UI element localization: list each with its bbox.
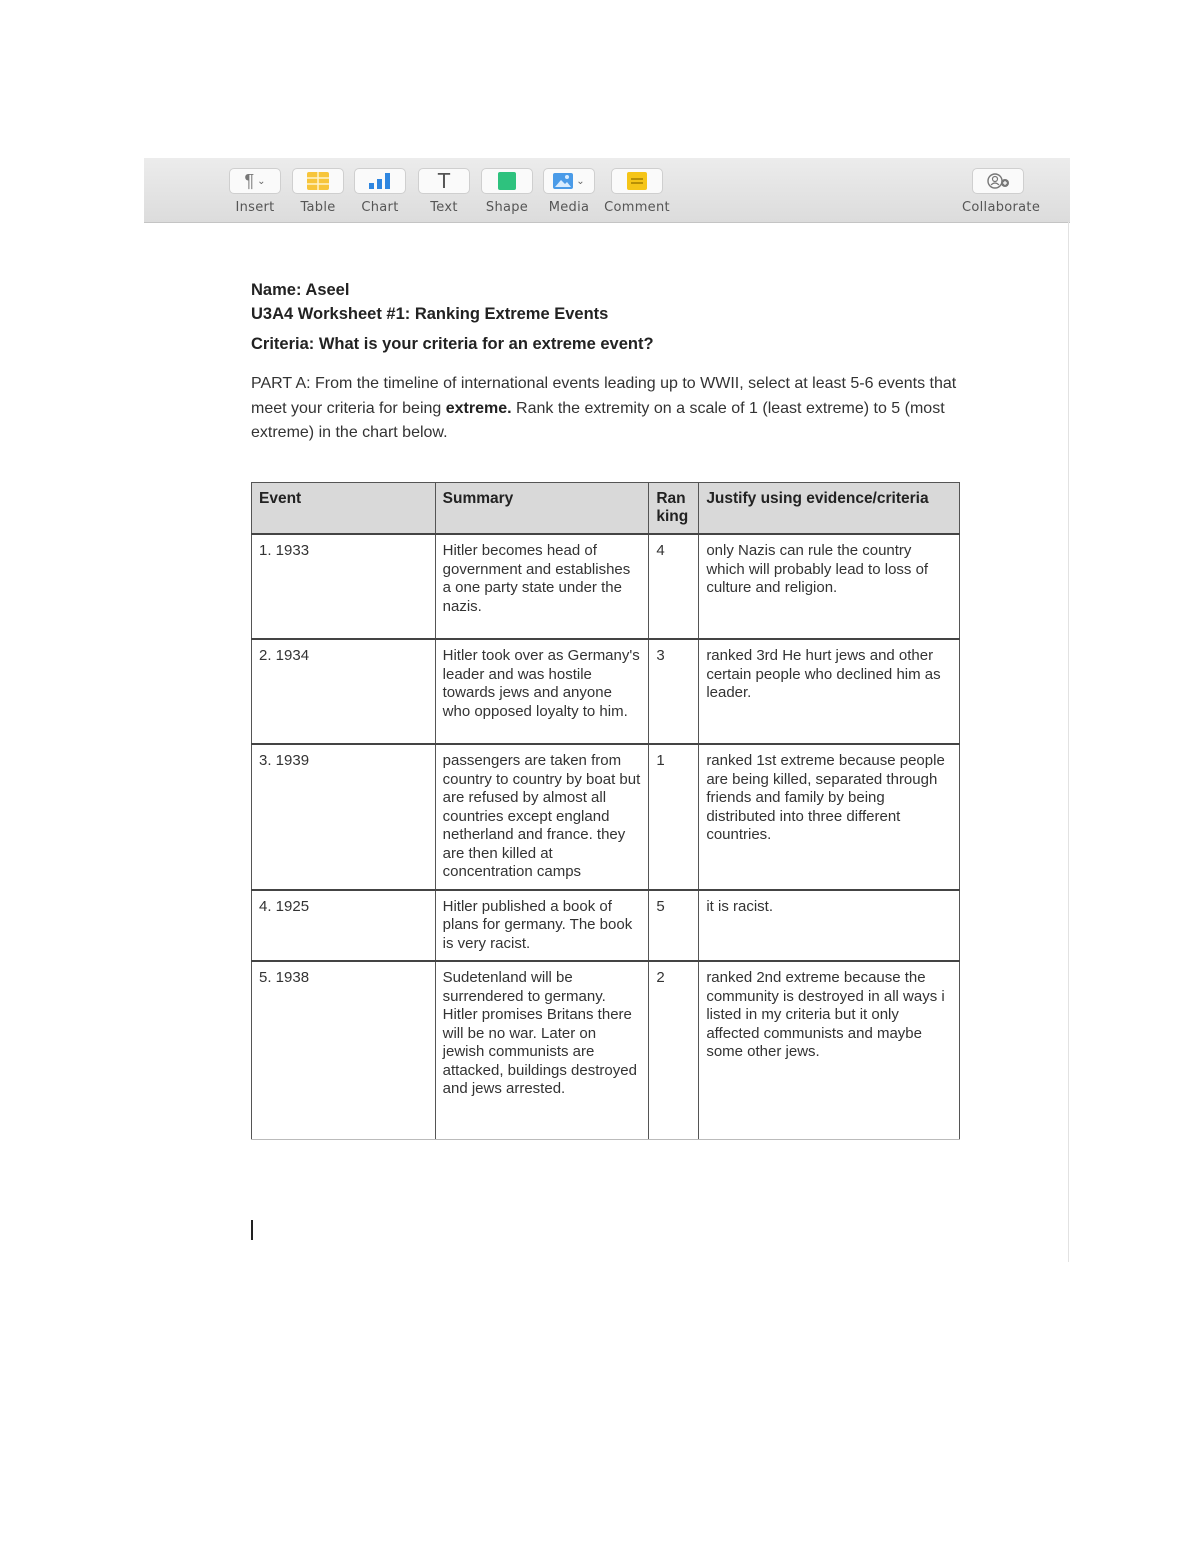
table-row (252, 744, 960, 890)
ranking-table (251, 482, 960, 1140)
header-justify: Justify using evidence/criteria (699, 483, 960, 535)
chevron-down-icon: ⌄ (576, 175, 585, 187)
worksheet-title: U3A4 Worksheet #1: Ranking Extreme Events (251, 305, 609, 323)
cell-rank[interactable]: 4 (649, 534, 699, 639)
comment-button[interactable] (602, 168, 672, 220)
cell-rank[interactable]: 3 (649, 639, 699, 744)
insert-label: Insert (235, 200, 275, 215)
collaborate-button-box[interactable] (972, 168, 1024, 194)
shape-button[interactable] (472, 168, 542, 220)
cell-summary[interactable]: Hitler took over as Germany's leader and was hostile towards jews and anyone who opposed loyalty to him. (435, 639, 649, 744)
shape-button-box[interactable] (481, 168, 533, 194)
cell-rank[interactable]: 5 (649, 890, 699, 962)
cell-event[interactable]: 3. 1939 (252, 744, 436, 890)
cell-summary[interactable]: Hitler becomes head of government and establishes a one party state under the nazis. (435, 534, 649, 639)
cell-event[interactable]: 5. 1938 (252, 961, 436, 1139)
shape-label: Shape (485, 200, 529, 215)
table-label: Table (300, 200, 336, 215)
page-edge-divider (1068, 222, 1069, 1262)
instructions-paragraph (251, 372, 961, 446)
header-summary: Summary (435, 483, 649, 535)
collaborate-icon (985, 172, 1011, 190)
cell-summary[interactable]: Hitler published a book of plans for germany. The book is very racist. (435, 890, 649, 962)
insert-button[interactable] (220, 168, 290, 220)
document-body (251, 278, 961, 462)
collaborate-label: Collaborate (962, 200, 1041, 215)
chevron-down-icon: ⌄ (257, 175, 266, 187)
table-icon (307, 172, 329, 190)
header-ranking (649, 483, 699, 535)
toolbar (144, 158, 1070, 223)
cell-event[interactable]: 2. 1934 (252, 639, 436, 744)
chart-button-box[interactable] (354, 168, 406, 194)
collaborate-button[interactable] (962, 168, 1041, 220)
table-header-row (252, 483, 960, 535)
chart-label: Chart (361, 200, 399, 215)
instructions-text-end: Rank the extremity on a scale of 1 (least extreme) to 5 (most extreme) in the chart below. (251, 399, 945, 441)
text-button-box[interactable] (418, 168, 470, 194)
table-row (252, 639, 960, 744)
cell-summary[interactable]: Sudetenland will be surrendered to germany. Hitler promises Britans there will be no war. Later on jewish communists are attacked, buildings destroyed and jews arrested. (435, 961, 649, 1139)
header-ranking-text: Ran king (656, 490, 689, 525)
media-button-box[interactable] (543, 168, 595, 194)
cell-justify[interactable]: it is racist. (699, 890, 960, 962)
cell-event[interactable]: 4. 1925 (252, 890, 436, 962)
table-button-box[interactable] (292, 168, 344, 194)
cell-rank[interactable]: 1 (649, 744, 699, 890)
table-row (252, 534, 960, 639)
pilcrow-icon: ¶ (244, 171, 255, 191)
cell-rank[interactable]: 2 (649, 961, 699, 1139)
media-button[interactable] (534, 168, 604, 220)
criteria-question: Criteria: What is your criteria for an extreme event? (251, 335, 654, 353)
comment-icon (627, 172, 647, 190)
cell-justify[interactable]: only Nazis can rule the country which will probably lead to loss of culture and religion. (699, 534, 960, 639)
media-label: Media (548, 200, 590, 215)
comment-label: Comment (604, 200, 670, 215)
cell-justify[interactable]: ranked 3rd He hurt jews and other certain people who declined him as leader. (699, 639, 960, 744)
table-button[interactable] (283, 168, 353, 220)
table-row (252, 961, 960, 1139)
text-icon: T (437, 169, 451, 193)
image-icon (553, 173, 573, 189)
header-event: Event (252, 483, 436, 535)
instructions-text-start: PART A: From the timeline of international events leading up to WWII, select at least 5-6 events that meet your criteria for being (251, 375, 957, 417)
cell-summary[interactable]: passengers are taken from country to country by boat but are refused by almost all countries except england netherland and france. they are then killed at concentration camps (435, 744, 649, 890)
bar-chart-icon (369, 173, 391, 189)
comment-button-box[interactable] (611, 168, 663, 194)
text-label: Text (430, 200, 458, 215)
text-cursor (251, 1220, 253, 1240)
instructions-bold-word: extreme. (445, 399, 512, 417)
table-row (252, 890, 960, 962)
chart-button[interactable] (345, 168, 415, 220)
shape-icon (498, 172, 516, 190)
text-button[interactable] (409, 168, 479, 220)
cell-event[interactable]: 1. 1933 (252, 534, 436, 639)
insert-button-box[interactable] (229, 168, 281, 194)
cell-justify[interactable]: ranked 2nd extreme because the community is destroyed in all ways i listed in my criteria but it only affected communists and maybe some other jews. (699, 961, 960, 1139)
cell-justify[interactable]: ranked 1st extreme because people are being killed, separated through friends and family by being distributed into three different countries. (699, 744, 960, 890)
student-name: Name: Aseel (251, 281, 350, 299)
